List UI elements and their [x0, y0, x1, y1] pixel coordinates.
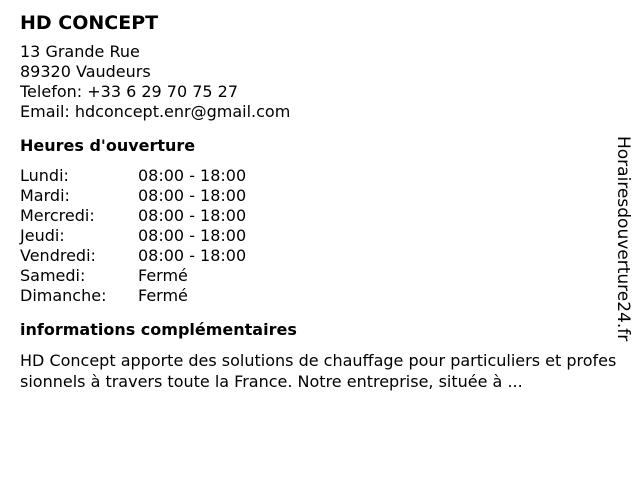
hours-day: Mercredi: — [20, 206, 95, 225]
hours-value: Fermé — [138, 286, 188, 305]
address-street: 13 Grande Rue — [20, 42, 140, 61]
hours-value: 08:00 - 18:00 — [138, 166, 247, 185]
info-title: informations complémentaires — [20, 320, 297, 339]
hours-day: Jeudi: — [20, 226, 65, 245]
address-block — [20, 42, 620, 122]
hours-row-dimanche — [20, 286, 620, 306]
hours-table — [20, 166, 620, 306]
hours-day: Samedi: — [20, 266, 86, 285]
hours-value: 08:00 - 18:00 — [138, 186, 247, 205]
hours-row-lundi — [20, 166, 620, 186]
hours-value: Fermé — [138, 266, 188, 285]
address-city: 89320 Vaudeurs — [20, 62, 151, 81]
site-watermark: Horairesdouverture24.fr — [613, 136, 633, 342]
hours-title: Heures d'ouverture — [20, 136, 196, 155]
hours-value: 08:00 - 18:00 — [138, 226, 247, 245]
business-card — [20, 10, 620, 392]
hours-day: Dimanche: — [20, 286, 107, 305]
hours-row-jeudi — [20, 226, 620, 246]
info-description: HD Concept apporte des solutions de chauffage pour particuliers et professionnels à travers toute la France. Notre entreprise, située à ... — [20, 351, 617, 391]
hours-row-vendredi — [20, 246, 620, 266]
hours-row-samedi — [20, 266, 620, 286]
hours-value: 08:00 - 18:00 — [138, 246, 247, 265]
hours-day: Lundi: — [20, 166, 69, 185]
hours-day: Vendredi: — [20, 246, 96, 265]
company-name: HD CONCEPT — [20, 12, 159, 34]
hours-row-mardi — [20, 186, 620, 206]
phone-number: Telefon: +33 6 29 70 75 27 — [20, 82, 239, 101]
email-address: Email: hdconcept.enr@gmail.com — [20, 102, 291, 121]
hours-row-mercredi — [20, 206, 620, 226]
hours-day: Mardi: — [20, 186, 70, 205]
hours-value: 08:00 - 18:00 — [138, 206, 247, 225]
